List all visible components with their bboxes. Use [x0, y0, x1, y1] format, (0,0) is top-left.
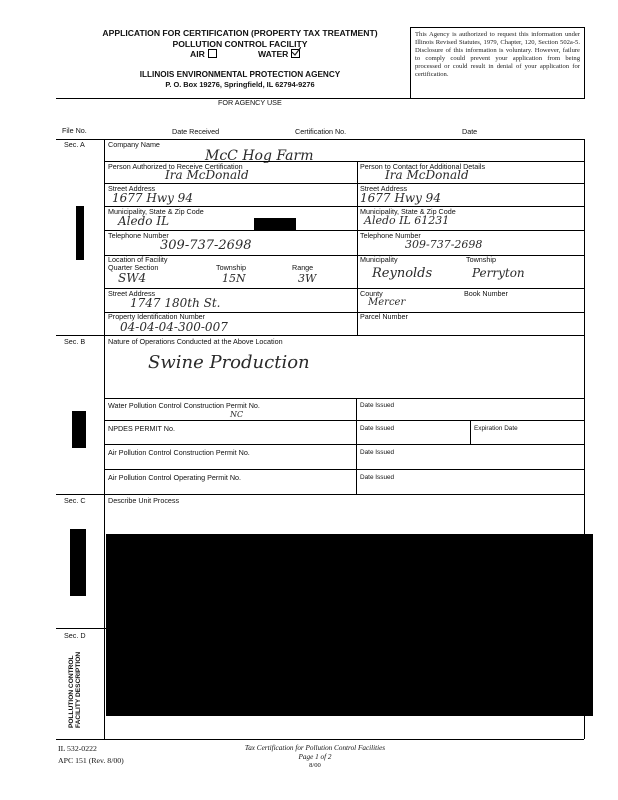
description-redaction — [106, 534, 593, 716]
water-permit-value[interactable]: NC — [230, 410, 244, 419]
water-date-issued-label: Date Issued — [360, 402, 395, 409]
rule — [104, 288, 584, 289]
check-mark-icon — [291, 47, 301, 57]
title-line-2: POLLUTION CONTROL FACILITY — [172, 38, 308, 49]
section-column-rule — [104, 139, 105, 739]
form-number: IL 532-0222 — [58, 744, 97, 753]
contact-street-value[interactable]: 1677 Hwy 94 — [360, 191, 441, 205]
book-number-label: Book Number — [464, 289, 508, 298]
municipality2-label: Municipality — [360, 255, 398, 264]
quarter-section-value[interactable]: SW4 — [118, 271, 147, 285]
street-address-label: Street Address — [108, 184, 156, 193]
sec-a-redaction-bar — [76, 206, 84, 260]
rule — [104, 230, 584, 231]
county-value[interactable]: Mercer — [368, 297, 406, 308]
sec-b-label: Sec. B — [64, 337, 86, 346]
agency-top-rule — [56, 98, 584, 99]
street2-label: Street Address — [108, 289, 156, 298]
quarter-section-label: Quarter Section — [108, 263, 159, 272]
air-operating-date-label: Date Issued — [360, 474, 395, 481]
rule — [104, 420, 584, 421]
telephone-label: Telephone Number — [108, 231, 169, 240]
file-no-label: File No. — [62, 126, 87, 135]
rule — [104, 444, 584, 445]
range-value[interactable]: 3W — [298, 272, 317, 285]
footer-date: 8/00 — [309, 762, 321, 769]
air-construction-label: Air Pollution Control Construction Permit No. — [108, 448, 250, 457]
sec-d-vertical-title — [68, 652, 83, 728]
pin-label: Property Identification Number — [108, 312, 206, 321]
vertical-title-line-2: FACILITY DESCRIPTION — [75, 651, 83, 728]
water-checkbox-group[interactable] — [258, 49, 328, 60]
notice-text: This Agency is authorized to request this information under Illinois Revised Statutes, 1979, Chapter, 120, Section 502a-5. Disclosure of this information is voluntary. However, failure to comply could prevent your application from being processed or could result in denial of your application for certification. — [415, 31, 580, 79]
township2-label: Township — [466, 255, 496, 264]
npdes-label: NPDES PERMIT No. — [108, 424, 175, 433]
vertical-title-line-1: POLLUTION CONTROL — [68, 655, 75, 728]
air-label: AIR — [190, 49, 205, 59]
location-label: Location of Facility — [108, 255, 168, 264]
footer-center-title: Tax Certification for Pollution Control Facilities — [244, 744, 386, 752]
municipality-value[interactable]: Aledo IL — [118, 214, 170, 228]
township-label: Township — [216, 263, 246, 272]
contact-municipality-label: Municipality, State & Zip Code — [360, 207, 456, 216]
sec-b-top-rule — [56, 335, 584, 336]
sec-b-redaction-bar — [72, 411, 86, 448]
person-contact-value[interactable]: Ira McDonald — [385, 168, 469, 182]
sec-a-mid-rule — [357, 161, 358, 335]
expiration-col-rule — [470, 420, 471, 444]
water-checkbox[interactable] — [291, 49, 300, 58]
township-value[interactable]: 15N — [222, 272, 246, 285]
describe-label: Describe Unit Process — [108, 496, 180, 505]
npdes-date-issued-label: Date Issued — [360, 425, 395, 432]
title-line-1: APPLICATION FOR CERTIFICATION (PROPERTY TAX TREATMENT) — [102, 28, 378, 38]
apc-revision: APC 151 (Rev. 8/00) — [58, 756, 124, 765]
street-address-value[interactable]: 1677 Hwy 94 — [112, 191, 193, 205]
certification-no-label: Certification No. — [295, 127, 347, 136]
agency-name: ILLINOIS ENVIRONMENTAL PROTECTION AGENCY — [139, 70, 341, 79]
date-received-label: Date Received — [172, 127, 220, 136]
telephone-value[interactable]: 309-737-2698 — [160, 238, 252, 253]
county-label: County — [360, 289, 383, 298]
contact-telephone-value[interactable]: 309-737-2698 — [405, 238, 483, 251]
notice-box — [410, 27, 585, 99]
expiration-date-label: Expiration Date — [474, 425, 518, 432]
parcel-label: Parcel Number — [360, 312, 408, 321]
air-checkbox-group[interactable] — [190, 49, 250, 60]
sec-b-mid-rule — [356, 398, 357, 494]
range-label: Range — [292, 263, 314, 272]
form-title — [70, 28, 410, 49]
sec-a-label: Sec. A — [64, 140, 85, 149]
form-bottom-rule — [56, 739, 584, 740]
person-contact-label: Person to Contact for Additional Details — [360, 162, 486, 171]
contact-telephone-label: Telephone Number — [360, 231, 421, 240]
agency-use-label: FOR AGENCY USE — [218, 98, 282, 107]
sec-c-top-rule — [56, 494, 584, 495]
sec-c-label: Sec. C — [64, 496, 86, 505]
footer-page-number: Page 1 of 2 — [298, 753, 332, 761]
person-authorized-value[interactable]: Ira McDonald — [165, 168, 249, 182]
contact-street-label: Street Address — [360, 184, 408, 193]
municipality-label: Municipality, State & Zip Code — [108, 207, 204, 216]
sec-c-redaction-bar — [70, 529, 86, 596]
agency-address: P. O. Box 19276, Springfield, IL 62794-9276 — [165, 80, 315, 89]
street2-value[interactable]: 1747 180th St. — [130, 296, 221, 310]
pin-value[interactable]: 04-04-04-300-007 — [120, 320, 228, 334]
contact-municipality-value[interactable]: Aledo IL 61231 — [364, 214, 450, 227]
rule — [104, 183, 584, 184]
nature-value[interactable]: Swine Production — [148, 352, 310, 373]
water-label: WATER — [258, 49, 289, 59]
sec-d-label: Sec. D — [64, 631, 86, 640]
municipality2-value[interactable]: Reynolds — [372, 266, 433, 281]
water-permit-label: Water Pollution Control Construction Permit No. — [108, 401, 260, 410]
rule — [104, 398, 584, 399]
zip-redaction — [254, 218, 296, 230]
person-authorized-label: Person Authorized to Receive Certification — [108, 162, 243, 171]
rule — [104, 255, 584, 256]
company-name-value[interactable]: McC Hog Farm — [205, 148, 314, 164]
rule — [104, 469, 584, 470]
company-name-label: Company Name — [108, 140, 160, 149]
sec-d-top-rule — [56, 628, 106, 629]
air-checkbox[interactable] — [208, 49, 217, 58]
township2-value[interactable]: Perryton — [472, 266, 525, 280]
agency-date-label: Date — [462, 127, 478, 136]
air-construction-date-label: Date Issued — [360, 449, 395, 456]
nature-label: Nature of Operations Conducted at the Above Location — [108, 337, 283, 346]
air-operating-label: Air Pollution Control Operating Permit No. — [108, 473, 242, 482]
